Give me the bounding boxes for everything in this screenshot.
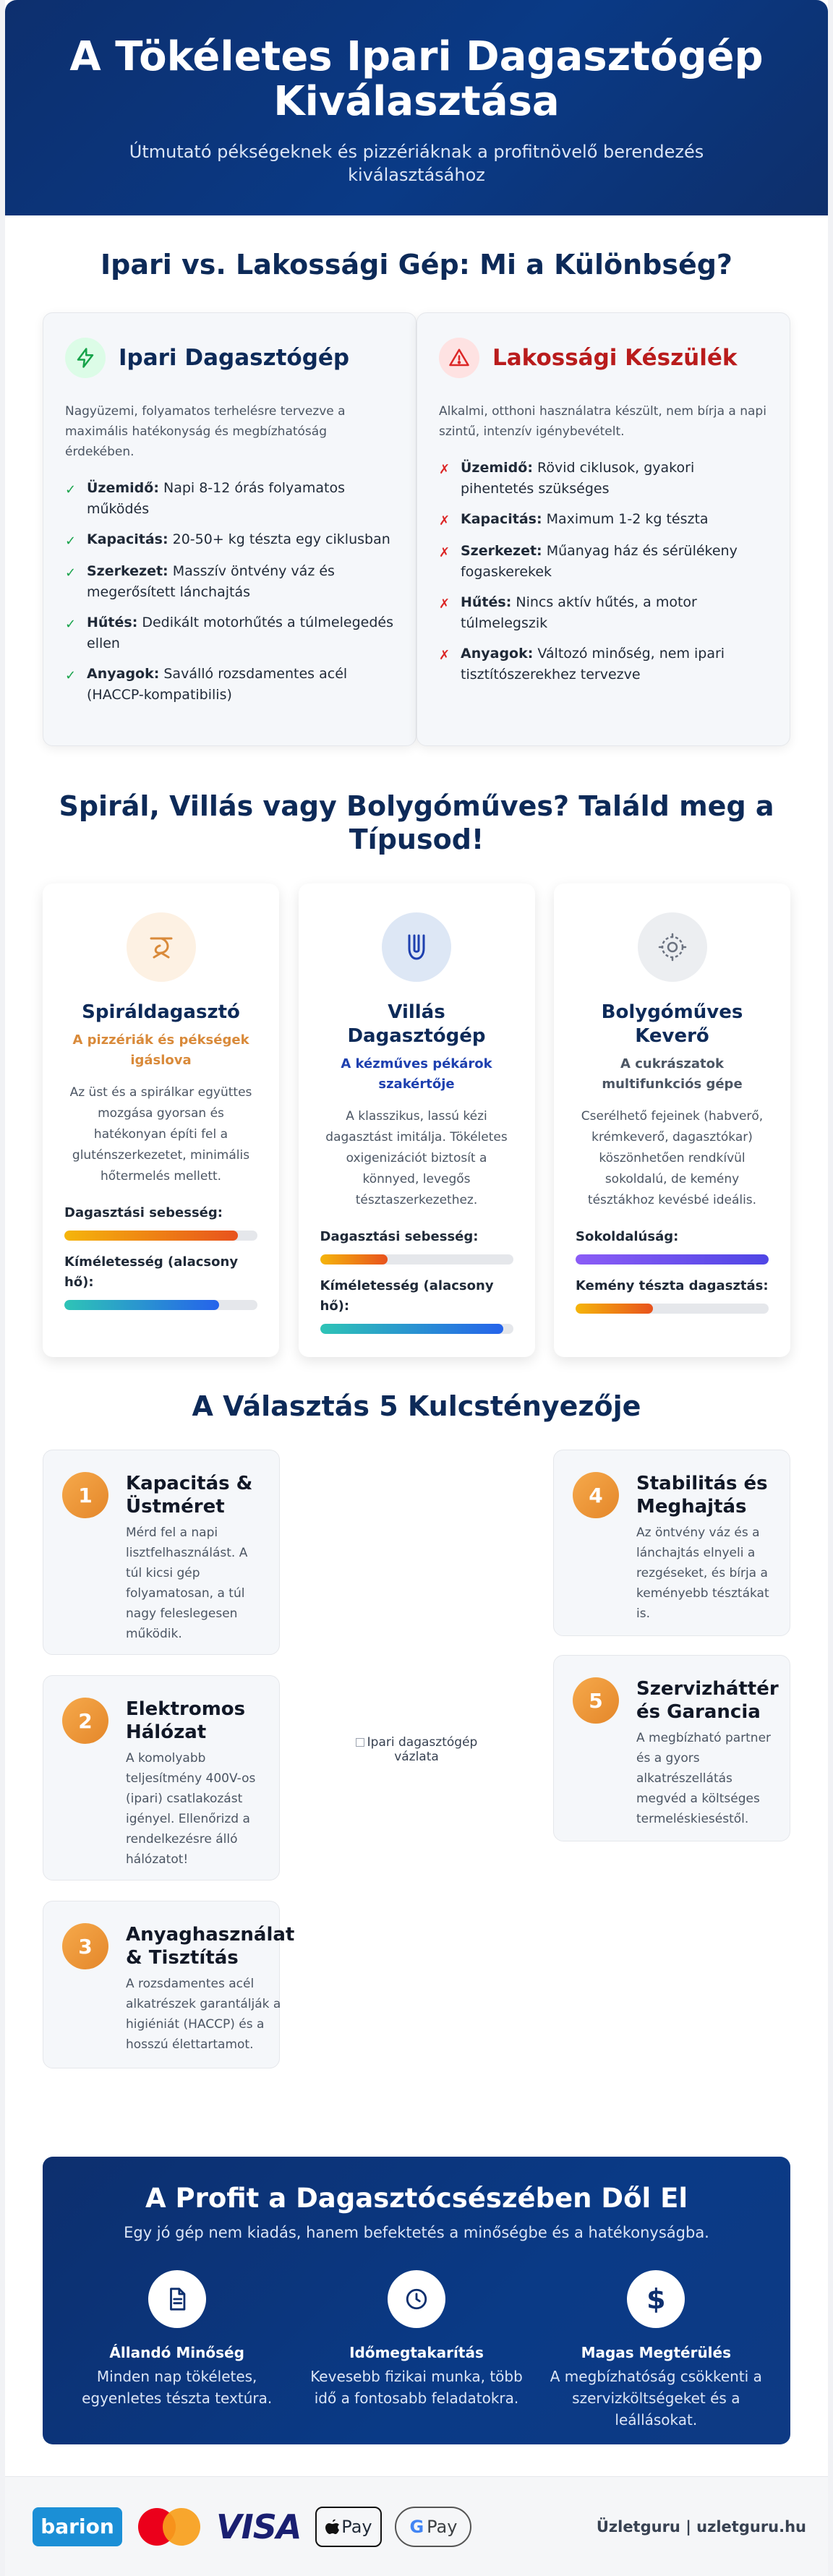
cross-icon: ✗	[439, 513, 450, 529]
list-item: ✓ Kapacitás: 20-50+ kg tészta egy ciklusban	[65, 529, 394, 552]
google-pay-logo: G Pay	[395, 2507, 471, 2547]
factors-section	[5, 1390, 828, 2123]
industrial-description: Nagyüzemi, folyamatos terhelésre tervezve a maximális hatékonyság és megbízhatóság érdekében.	[65, 404, 346, 459]
cross-icon: ✗	[439, 462, 450, 477]
type-subtitle: A cukrászatok multifunkciós gépe	[602, 1056, 743, 1092]
benefit-time: Időmegtakarítás Kevesebb fizikai munka, több idő a fontosabb feladatokra.	[301, 2270, 532, 2431]
type-subtitle: A kézműves pékárok szakértője	[341, 1056, 492, 1092]
list-item: ✗ Kapacitás: Maximum 1-2 kg tészta	[439, 509, 768, 531]
mastercard-logo	[135, 2505, 203, 2549]
type-name: Villás Dagasztógép	[347, 1001, 486, 1047]
types-section	[5, 790, 828, 1357]
broken-image-icon	[356, 1738, 364, 1747]
speed-bar: Dagasztási sebesség:	[64, 1203, 257, 1241]
type-description: Az üst és a spirálkar együttes mozgása gyorsan és hatékonyan építi fel a gluténszerkezetet, minimális hőtermelés mellett.	[69, 1085, 252, 1184]
barion-logo: barion	[33, 2507, 122, 2546]
profit-title: A Profit a Dagasztócsészében Dől El	[145, 2183, 688, 2214]
check-icon: ✓	[65, 534, 77, 549]
spiral-hook-icon	[127, 912, 196, 982]
list-item: ✗ Hűtés: Nincs aktív hűtés, a motor túlmelegszik	[439, 592, 768, 634]
type-name: Bolygóműves Keverő	[601, 1001, 743, 1047]
gentleness-bar: Kíméletesség (alacsony hő):	[64, 1252, 257, 1310]
type-description: Cserélhető fejeinek (habverő, krémkeverő, dagasztókar) köszönhetően rendkívül sokoldalú, de kemény tésztákhoz kevésbé ideális.	[581, 1109, 764, 1207]
benefit-quality: Állandó Minőség Minden nap tökéletes, egyenletes tészta textúra.	[61, 2270, 293, 2431]
industrial-card	[43, 312, 416, 746]
apple-pay-logo: Pay	[315, 2507, 382, 2547]
clock-icon	[388, 2270, 445, 2328]
mixer-diagram-image: Ipari dagasztógép vázlata	[336, 1735, 497, 1764]
cross-icon: ✗	[439, 596, 450, 612]
profit-banner	[43, 2157, 790, 2444]
type-subtitle: A pizzériák és pékségek igáslova	[72, 1032, 249, 1068]
cross-icon: ✗	[439, 648, 450, 663]
apple-icon	[325, 2518, 340, 2536]
check-icon: ✓	[65, 617, 77, 632]
list-item: ✗ Üzemidő: Rövid ciklusok, gyakori pihentetés szükséges	[439, 458, 768, 500]
check-icon: ✓	[65, 565, 77, 581]
payment-logos	[33, 2505, 471, 2549]
bolt-icon	[65, 338, 106, 378]
profit-subtitle: Egy jó gép nem kiadás, hanem befektetés a minőségbe és a hatékonyságba.	[124, 2224, 709, 2241]
page	[5, 0, 828, 2576]
type-description: A klasszikus, lassú kézi dagasztást imitálja. Tökéletes oxigenizációt biztosít a könnyed, levegős tésztaszerkezethez.	[325, 1109, 508, 1207]
type-card-fork	[299, 883, 535, 1357]
cross-icon: ✗	[439, 545, 450, 560]
fork-icon	[382, 912, 451, 982]
dollar-icon: $	[627, 2270, 685, 2328]
household-feature-list	[439, 458, 768, 685]
benefit-return: $ Magas Megtérülés A megbízhatóság csökkenti a szervizköltségeket és a leállásokat.	[540, 2270, 772, 2431]
google-g-icon: G	[409, 2516, 424, 2537]
household-card	[416, 312, 790, 746]
industrial-feature-list	[65, 478, 394, 706]
planetary-gear-icon	[638, 912, 707, 982]
industrial-title: Ipari Dagasztógép	[119, 345, 350, 371]
list-item: ✓ Üzemidő: Napi 8-12 órás folyamatos működés	[65, 478, 394, 520]
list-item: ✓ Anyagok: Saválló rozsdamentes acél (HACCP-kompatibilis)	[65, 664, 394, 706]
type-name: Spiráldagasztó	[82, 1001, 240, 1023]
comparison-section	[5, 249, 828, 746]
warning-icon	[439, 338, 479, 378]
footer-site-link[interactable]: Üzletguru | uzletguru.hu	[596, 2517, 806, 2536]
page-title: A Tökéletes Ipari Dagasztógép Kiválasztása	[69, 33, 764, 125]
factor-card-5: 5 Szervizháttér és Garancia A megbízható partner és a gyors alkatrészellátás megvéd a költséges termeléskieséstől.	[553, 1655, 790, 1841]
speed-bar: Dagasztási sebesség:	[320, 1227, 513, 1265]
factor-card-2: 2 Elektromos Hálózat A komolyabb teljesítmény 400V-os (ipari) csatlakozást igényel. Ellenőrizd a rendelkezésre álló hálózatot!	[43, 1675, 280, 1880]
visa-logo: VISA	[216, 2507, 302, 2546]
comparison-title: Ipari vs. Lakossági Gép: Mi a Különbség?	[101, 249, 732, 281]
footer	[5, 2476, 828, 2576]
hero-banner	[5, 0, 828, 215]
document-icon	[148, 2270, 206, 2328]
factor-card-4: 4 Stabilitás és Meghajtás Az öntvény váz és a lánchajtás elnyeli a rezgéseket, és bírja a keményebb tésztákat is.	[553, 1450, 790, 1636]
type-card-spiral	[43, 883, 279, 1357]
gentleness-bar: Kíméletesség (alacsony hő):	[320, 1276, 513, 1334]
hard-dough-bar: Kemény tészta dagasztás:	[576, 1276, 769, 1314]
household-title: Lakossági Készülék	[492, 345, 738, 371]
factor-card-3: 3 Anyaghasználat & Tisztítás A rozsdamentes acél alkatrészek garantálják a higiéniát (HACCP) és a hosszú élettartamot.	[43, 1901, 280, 2068]
versatility-bar: Sokoldalúság:	[576, 1227, 769, 1265]
factors-title: A Választás 5 Kulcstényezője	[192, 1390, 641, 1422]
types-title: Spirál, Villás vagy Bolygóműves? Találd meg a Típusod!	[59, 790, 774, 855]
list-item: ✓ Hűtés: Dedikált motorhűtés a túlmelegedés ellen	[65, 612, 394, 654]
check-icon: ✓	[65, 668, 77, 683]
page-subtitle: Útmutató pékségeknek és pizzériáknak a profitnövelő berendezés kiválasztásához	[129, 142, 704, 185]
list-item: ✗ Anyagok: Változó minőség, nem ipari tisztítószerekhez tervezve	[439, 643, 768, 685]
household-description: Alkalmi, otthoni használatra készült, nem bírja a napi szintű, intenzív igénybevételt.	[439, 404, 766, 439]
factor-card-1: 1 Kapacitás & Üstméret Mérd fel a napi lisztfelhasználást. A túl kicsi gép folyamatosan, a túl nagy feleslegesen működik.	[43, 1450, 280, 1655]
list-item: ✗ Szerkezet: Műanyag ház és sérülékeny fogaskerekek	[439, 541, 768, 583]
type-card-planetary	[554, 883, 790, 1357]
list-item: ✓ Szerkezet: Masszív öntvény váz és megerősített lánchajtás	[65, 561, 394, 603]
check-icon: ✓	[65, 482, 77, 497]
